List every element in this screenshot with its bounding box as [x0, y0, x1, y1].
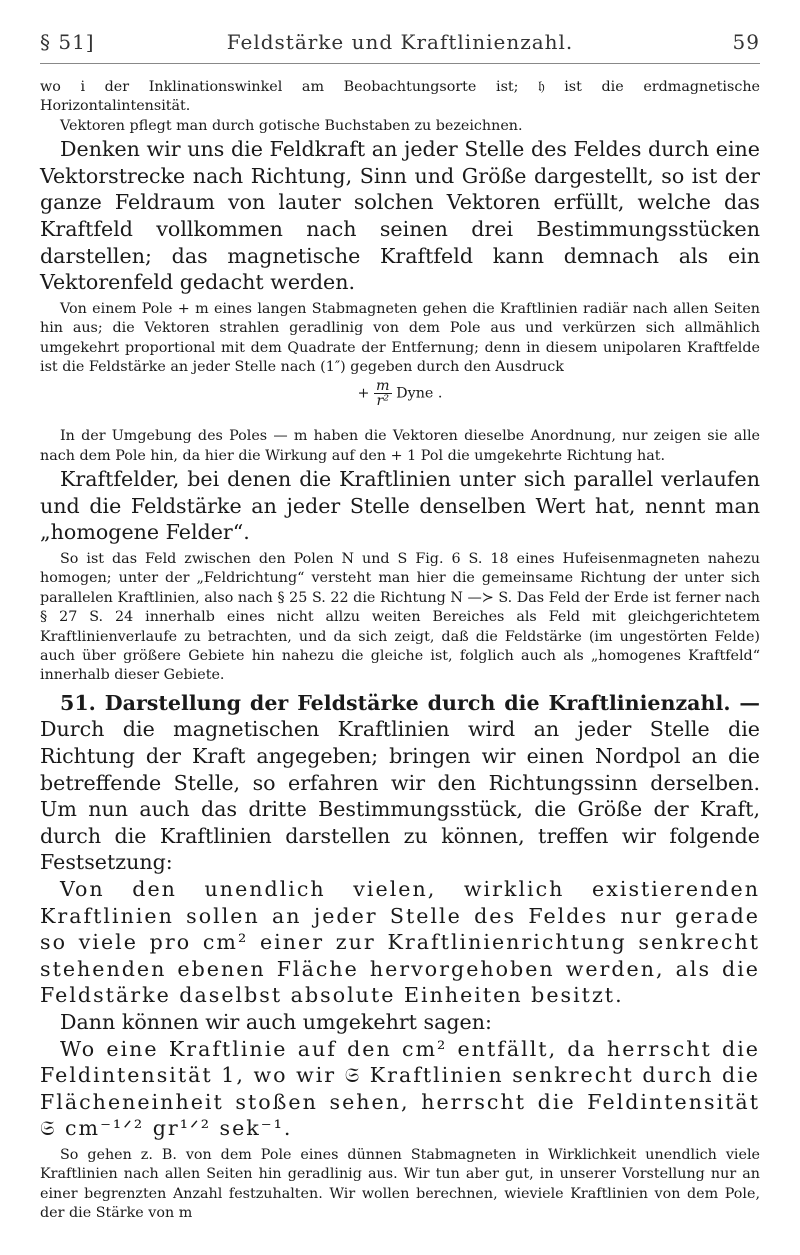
- formula-denominator: r²: [376, 393, 390, 410]
- formula-unit: Dyne .: [396, 385, 443, 402]
- formula-fraction: [374, 379, 392, 408]
- section-reference: § 51]: [40, 30, 95, 54]
- page-number: 59: [732, 30, 760, 54]
- formula-numerator: m: [376, 378, 390, 395]
- running-header: [40, 30, 760, 62]
- paragraph-field-intensity: Wo eine Kraftlinie auf den cm² entfällt, da herrscht die Feldintensität 1, wo wir 𝔖 Kraftlinien senkrecht durch die Flächeneinheit stoßen sehen, herrscht die Feldintensität 𝔖 cm⁻¹ᐟ² gr¹ᐟ² sek⁻¹.: [40, 1036, 760, 1141]
- paragraph-section-51: [40, 690, 760, 876]
- section-heading: 51. Darstellung der Feldstärke durch die Kraftlinienzahl. —: [60, 690, 760, 715]
- paragraph-definition: Von den unendlich vielen, wirklich existierenden Kraftlinien sollen an jeder Stelle des Feldes nur gerade so viele pro cm² einer zur Kraftlinienrichtung senkrecht stehenden ebenen Fläche hervorgehoben werden, als die Feldstärke daselbst absolute Einheiten besitzt.: [40, 877, 760, 1008]
- paragraph-homogeneous-fields: Kraftfelder, bei denen die Kraftlinien unter sich parallel verlaufen und die Feldstärke an jeder Stelle denselben Wert hat, nennt man „homogene Felder“.: [40, 467, 760, 545]
- paragraph-inclination: wo i der Inklinationswinkel am Beobachtungsorte ist; 𝔥 ist die erdmagnetische Horizontalintensität.: [40, 79, 760, 115]
- paragraph-negative-pole: In der Umgebung des Poles — m haben die Vektoren dieselbe Anordnung, nur zeigen sie alle nach dem Pole hin, da hier die Wirkung auf den + 1 Pol die umgekehrte Richtung hat.: [40, 428, 760, 464]
- paragraph-conversely: Dann können wir auch umgekehrt sagen:: [60, 1009, 492, 1034]
- paragraph-unipolar-field: Von einem Pole + m eines langen Stabmagneten gehen die Kraftlinien radiär nach allen Seiten hin aus; die Vektoren strahlen geradlinig von dem Pole aus und verkürzen sich allmählich umgekehrt proportional mit dem Quadrate der Entfernung; denn in diesem unipolaren Kraftfelde ist die Feldstärke an jeder Stelle nach (1″) gegeben durch den Ausdruck: [40, 300, 760, 375]
- running-title: Feldstärke und Kraftlinienzahl.: [226, 30, 574, 54]
- formula-sign: +: [357, 385, 370, 402]
- section-51-text: Durch die magnetischen Kraftlinien wird an jeder Stelle die Richtung der Kraft angegeben; bringen wir einen Nordpol an die betreffende Stelle, so erfahren wir den Richtungssinn derselben. Um nun auch das dritte Bestimmungsstück, die Größe der Kraft, durch die Kraftlinien darstellen zu können, treffen wir folgende Festsetzung:: [40, 717, 760, 875]
- paragraph-vector-field: Denken wir uns die Feldkraft an jeder Stelle des Feldes durch eine Vektorstrecke nach Richtung, Sinn und Größe dargestellt, so ist der ganze Feldraum von lauter solchen Vektoren erfüllt, welche das Kraftfeld vollkommen nach seinen drei Bestimmungsstücken darstellen; das magnetische Kraftfeld kann demnach als ein Vektorenfeld gedacht werden.: [40, 137, 760, 295]
- page-body: [40, 78, 760, 1224]
- paragraph-horseshoe-magnet: So ist das Feld zwischen den Polen N und S Fig. 6 S. 18 eines Hufeisenmagneten nahezu homogen; unter der „Feldrichtung“ versteht man hier die gemeinsame Richtung der unter sich parallelen Kraftlinien, also nach § 25 S. 22 die Richtung N —≻ S. Das Feld der Erde ist ferner nach § 27 S. 24 innerhalb eines nicht allzu weiten Bereiches als Feld mit gleichgerichtetem Kraftlinienverlaufe zu betrachten, und da sich zeigt, daß die Feldstärke (im ungestörten Felde) auch über größere Gebiete hin nahezu die gleiche ist, folglich auch als „homogenes Kraftfeld“ innerhalb dieser Gebiete.: [40, 551, 760, 684]
- paragraph-gothic-letters: Vektoren pflegt man durch gotische Buchstaben zu bezeichnen.: [60, 117, 523, 134]
- header-rule: [40, 63, 760, 64]
- paragraph-bar-magnet-example: So gehen z. B. von dem Pole eines dünnen Stabmagneten in Wirklichkeit unendlich viele Kraftlinien nach allen Seiten hin geradlinig aus. Wir tun aber gut, in unserer Vorstellung nur an einer begrenzten Anzahl festzuhalten. Wir wollen berechnen, wieviele Kraftlinien von dem Pole, der die Stärke von m: [40, 1146, 760, 1222]
- field-strength-formula: [40, 377, 760, 427]
